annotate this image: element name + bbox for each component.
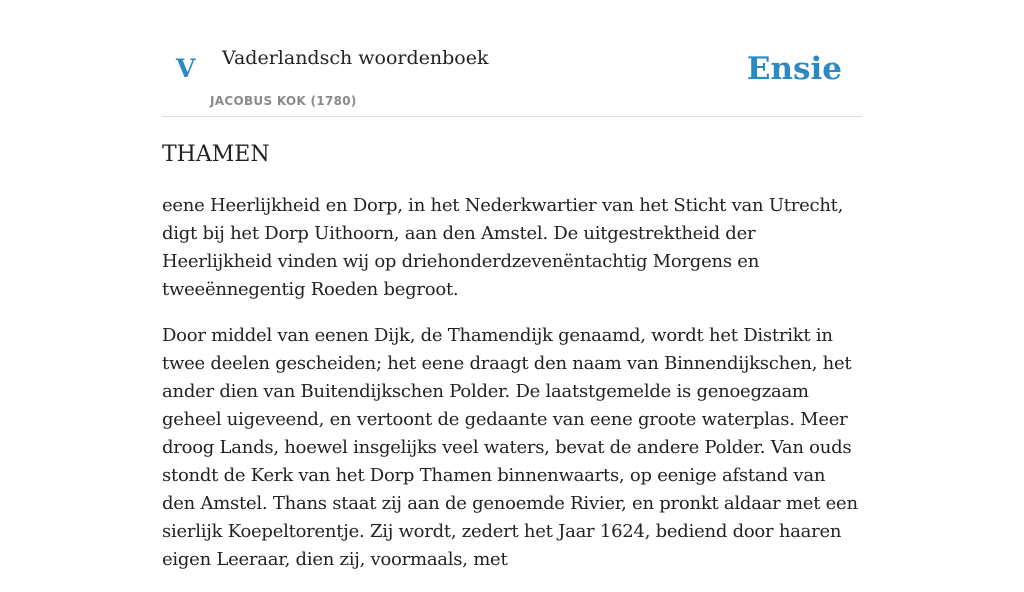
source-title[interactable]: Vaderlandsch woordenboek — [222, 47, 489, 69]
source-author: JACOBUS KOK (1780) — [210, 94, 357, 108]
brand-logo[interactable]: Ensie — [746, 51, 842, 87]
entry-paragraph: Door middel van eenen Dijk, de Thamendijk genaamd, wordt het Distrikt in twee deelen gescheiden; het eene draagt den naam van Binnendijkschen, het ander dien van Buitendijkschen Polder. De laatstgemelde is genoegzaam geheel uigeveend, en vertoont de gedaante van eene groote waterplas. Meer droog Lands, hoewel insgelijks veel waters, bevat de andere Polder. Van ouds stondt de Kerk van het Dorp Thamen binnenwaarts, op eenige afstand van den Amstel. Thans staat zij aan de genoemde Rivier, en pronkt aldaar met een sierlijk Koepeltorentje. Zij wordt, zedert het Jaar 1624, bediend door haaren eigen Leeraar, dien zij, voormaals, met — [162, 325, 858, 570]
entry-headword: THAMEN — [162, 142, 270, 167]
entry-paragraph: eene Heerlijkheid en Dorp, in het Nederkwartier van het Sticht van Utrecht, digt bij het Dorp Uithoorn, aan den Amstel. De uitgestrektheid der Heerlijkheid vinden wij op driehonderdzevenëntachtig Morgens en tweeënnegentig Roeden begroot. — [162, 195, 844, 300]
entry-content — [162, 192, 862, 592]
source-header — [162, 0, 862, 117]
source-letter-icon[interactable]: V — [176, 54, 196, 83]
